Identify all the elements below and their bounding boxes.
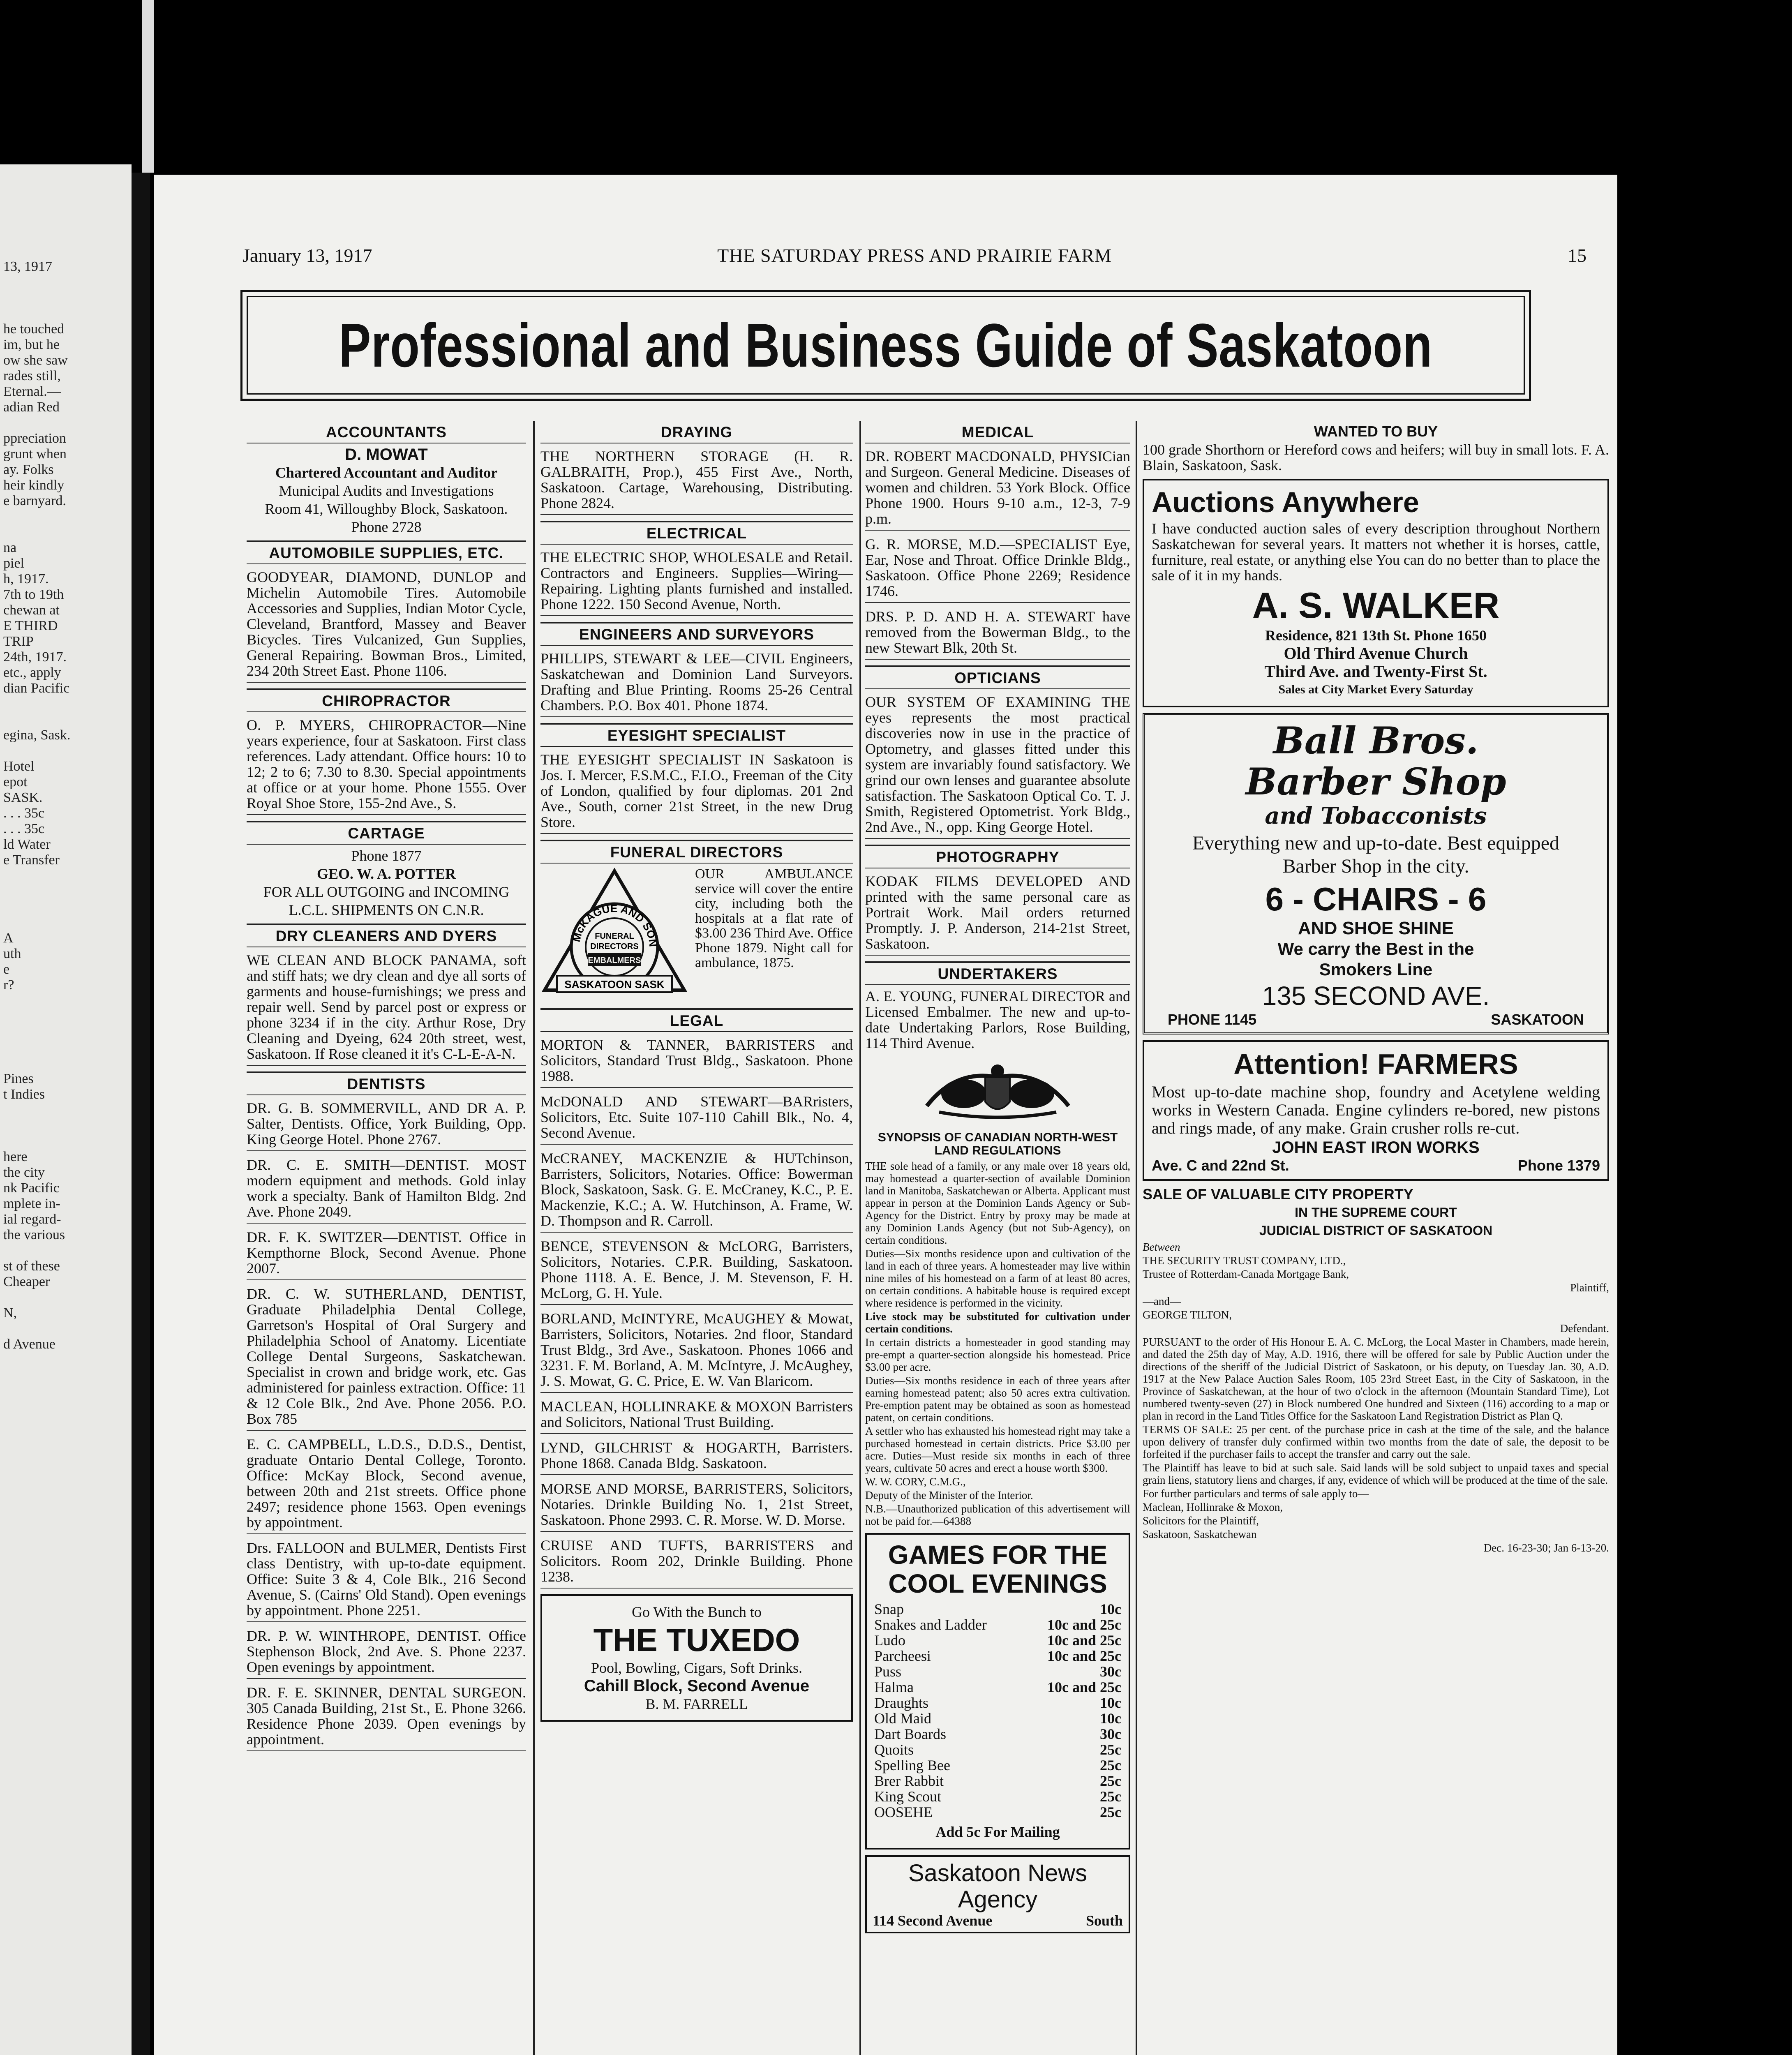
legal-section <box>540 1008 853 1589</box>
listing-entry: LYND, GILCHRIST & HOGARTH, Barristers. Phone 1868. Canada Bldg. Saskatoon. <box>540 1438 853 1475</box>
game-name: Parcheesi <box>874 1648 931 1664</box>
notice-line: GEORGE TILTON, <box>1143 1309 1232 1321</box>
draying-section <box>540 421 853 515</box>
notice-signature: Saskatoon, Saskatchewan <box>1143 1528 1257 1540</box>
notice-court: IN THE SUPREME COURT <box>1295 1205 1457 1220</box>
tuxedo-ad <box>540 1594 853 1722</box>
ad-line: Cahill Block, Second Avenue <box>584 1677 810 1695</box>
game-name: Snap <box>874 1601 904 1617</box>
game-price: 10c <box>1100 1710 1121 1727</box>
auctions-ad <box>1143 479 1609 707</box>
notice-line: Between <box>1143 1241 1180 1253</box>
land-regulations <box>865 1131 1130 1527</box>
game-item <box>874 1789 1121 1804</box>
ad-title: Attention! FARMERS <box>1233 1048 1518 1080</box>
section-heading: PHOTOGRAPHY <box>865 845 1130 868</box>
notice-line: Trustee of Rotterdam-Canada Mortgage Bank, <box>1143 1268 1349 1280</box>
section-heading: FUNERAL DIRECTORS <box>540 840 853 864</box>
notice-para: For further particulars and terms of sale apply to— <box>1143 1487 1369 1500</box>
listing-entry: DR. F. K. SWITZER—DENTIST. Office in Kempthorne Block, Second Avenue. Phone 2007. <box>247 1228 526 1280</box>
ad-text: I have conducted auction sales of every description throughout Northern Saskatchewan for several years. It matters not whether it is horses, cattle, furniture, real estate, or anything else You can do no better than to place the sale of it in my hands. <box>1152 520 1600 584</box>
listing-entry: DR. C. E. SMITH—DENTIST. MOST modern equipment and methods. Gold inlay work a specialty. Bank of Hamilton Bldg. 2nd Ave. Phone 2049. <box>247 1155 526 1224</box>
eyesight-section <box>540 723 853 834</box>
accountants-section <box>247 421 526 535</box>
game-name: King Scout <box>874 1788 942 1805</box>
ad-title: Barber Shop <box>1245 760 1506 804</box>
listing-name: GEO. W. A. POTTER <box>316 866 456 882</box>
ad-line: Sales at City Market Every Saturday <box>1278 683 1473 696</box>
listing-entry: BORLAND, McINTYRE, McAUGHEY & Mowat, Barristers, Solicitors, Notaries. 2nd floor, Standard Trust Bldg., 3rd Ave., Saskatoon. Phones 1066 and 3231. F. M. Borland, A. M. McIntyre, J. McAughey, J. S. Mowat, G. C. Price, E. W. Van Blaricom. <box>540 1309 853 1393</box>
games-title: GAMES FOR THE <box>888 1540 1108 1570</box>
column-4 <box>1143 421 1609 2055</box>
listing-entry: MACLEAN, HOLLINRAKE & MOXON Barristers and Solicitors, National Trust Building. <box>540 1397 853 1434</box>
listing-entry: BENCE, STEVENSON & McLORG, Barristers, Solicitors, Notaries. C.P.R. Building, Saskatoon. Phone 1118. A. E. Bence, J. M. Stevenson, F. H. McLorg, G. H. Yule. <box>540 1237 853 1305</box>
listing-line: Room 41, Willoughby Block, Saskatoon. <box>265 501 508 517</box>
game-item <box>874 1617 1121 1632</box>
opticians-section <box>865 665 1130 839</box>
coat-of-arms-icon <box>865 1061 1130 1122</box>
cartage-section <box>247 821 526 918</box>
notice-line: —and— <box>1143 1295 1181 1307</box>
game-name: Draughts <box>874 1695 928 1711</box>
listing-entry: DRS. P. D. AND H. A. STEWART have removed from the Bowerman Bldg., to the new Stewart Blk, 20th St. <box>865 607 1130 660</box>
column-3 <box>865 421 1130 2055</box>
listing-entry: DR. P. W. WINTHROPE, DENTIST. Office Stephenson Block, 2nd Ave. S. Phone 2237. Open evenings by appointment. <box>247 1626 526 1679</box>
barber-shop-ad <box>1143 713 1609 1034</box>
game-name: Ludo <box>874 1632 905 1649</box>
games-footer: Add 5c For Mailing <box>935 1824 1060 1840</box>
game-item <box>874 1804 1121 1820</box>
game-price: 10c and 25c <box>1047 1616 1121 1633</box>
dry-cleaners-section <box>247 924 526 1066</box>
page-gutter <box>132 173 150 2055</box>
game-price: 25c <box>1100 1757 1121 1773</box>
ad-phone: Phone 1379 <box>1517 1157 1600 1174</box>
electrical-section <box>540 521 853 616</box>
game-item <box>874 1742 1121 1757</box>
game-price: 25c <box>1100 1788 1121 1805</box>
game-name: Spelling Bee <box>874 1757 950 1773</box>
listing-entry: DR. ROBERT MACDONALD, PHYSICian and Surgeon. General Medicine. Diseases of women and children. 53 York Block. Office Phone 1900. Hours 9-10 a.m., 12-3, 7-9 p.m. <box>865 447 1130 531</box>
games-ad <box>865 1533 1130 1850</box>
ad-line: B. M. FARRELL <box>645 1696 748 1712</box>
game-name: Quoits <box>874 1741 914 1758</box>
notice-heading: SALE OF VALUABLE CITY PROPERTY <box>1143 1186 1413 1203</box>
notice-line: Defendant. <box>1560 1322 1609 1335</box>
synopsis-para: In certain districts a homesteader in good standing may pre-empt a quarter-section alongside his homestead. Price $3.00 per acre. <box>865 1336 1130 1373</box>
game-item <box>874 1726 1121 1742</box>
game-name: Snakes and Ladder <box>874 1616 987 1633</box>
automobile-section <box>247 540 526 683</box>
listing-entry: McCRANEY, MACKENZIE & HUTchinson, Barristers, Solicitors, Notaries. Office: Bowerman Block, Saskatoon, Sask. G. E. McCraney, K.C., P. E. Mackenzie, K.C.; A. W. Hutchinson, A. Frame, W. D. Thompson and R. Carroll. <box>540 1149 853 1233</box>
notice-para: The Plaintiff has leave to bid at such sale. Said lands will be sold subject to unpaid taxes and special grain liens, statutory liens and charges, if any, evidence of which will be produced at the time of the sale. <box>1143 1462 1609 1486</box>
section-heading: ACCOUNTANTS <box>247 421 526 443</box>
game-name: Halma <box>874 1679 914 1695</box>
game-item <box>874 1773 1121 1789</box>
game-item <box>874 1601 1121 1617</box>
listing-entry: Drs. FALLOON and BULMER, Dentists First class Dentistry, with up-to-date equipment. Office: Suite 3 & 4, Cole Blk., 216 Second Avenue, S. (Cairns' Old Stand). Open evenings by appointment. Phone 2251. <box>247 1538 526 1622</box>
section-heading: OPTICIANS <box>865 665 1130 689</box>
listing-entry: CRUISE AND TUFTS, BARRISTERS and Solicitors. Room 202, Drinkle Building. Phone 1238. <box>540 1536 853 1589</box>
ad-line: Old Third Avenue Church <box>1284 644 1468 663</box>
section-heading: DRY CLEANERS AND DYERS <box>247 924 526 947</box>
ad-title: THE TUXEDO <box>593 1622 800 1658</box>
ad-line: Residence, 821 13th St. Phone 1650 <box>1265 627 1487 644</box>
listing-entry: THE EYESIGHT SPECIALIST IN Saskatoon is Jos. I. Mercer, F.S.M.C., F.I.O., Freeman of the City of London, qualified by four diplomas. 201 2nd Ave., South, corner 21st Street, in the new Drug Store. <box>540 750 853 834</box>
section-heading: ELECTRICAL <box>540 521 853 545</box>
game-price: 10c and 25c <box>1047 1632 1121 1649</box>
section-heading: CARTAGE <box>247 821 526 845</box>
listing-line: Chartered Accountant and Auditor <box>275 464 498 481</box>
page-number: 15 <box>1568 245 1586 266</box>
undertakers-section <box>865 961 1130 1051</box>
notice-dates: Dec. 16-23-30; Jan 6-13-20. <box>1483 1542 1609 1554</box>
game-price: 25c <box>1100 1773 1121 1789</box>
ad-address: Ave. C and 22nd St. <box>1152 1157 1289 1174</box>
listing-entry: DR. G. B. SOMMERVILL, AND DR A. P. Salter, Dentists. Office, York Building, Opp. King George Hotel. Phone 2767. <box>247 1099 526 1151</box>
issue-date: January 13, 1917 <box>242 245 372 266</box>
section-heading: WANTED TO BUY <box>1314 423 1438 440</box>
paper-title: THE SATURDAY PRESS AND PRAIRIE FARM <box>717 245 1112 266</box>
game-item <box>874 1695 1121 1711</box>
ad-name: A. S. WALKER <box>1252 585 1500 626</box>
section-heading: CHIROPRACTOR <box>247 688 526 712</box>
ad-text: Most up-to-date machine shop, foundry and Acetylene welding works in Western Canada. Engine cylinders re-bored, new pistons and rings made, of any make. Grain crusher rolls re-cut. <box>1152 1083 1600 1137</box>
listing-entry: MORTON & TANNER, BARRISTERS and Solicitors, Standard Trust Bldg., Saskatoon. Phone 1988. <box>540 1035 853 1088</box>
mckague-emblem <box>540 867 688 1002</box>
listing-entry: A. E. YOUNG, FUNERAL DIRECTOR and Licensed Embalmer. The new and up-to-date Undertaking Parlors, Rose Building, 114 Third Avenue. <box>865 988 1130 1051</box>
listing-line: Phone 2728 <box>351 519 422 535</box>
section-heading: DRAYING <box>540 421 853 443</box>
emblem-text: EMBALMERS <box>588 956 641 965</box>
game-price: 30c <box>1100 1663 1121 1680</box>
emblem-top-text: McKAGUE AND SON <box>570 902 660 948</box>
emblem-bottom-text: SASKATOON SASK <box>564 978 665 991</box>
listing-name: D. MOWAT <box>345 446 428 464</box>
left-page-text: 13, 1917 he touched im, but he ow she saw rades still, Eternal.— adian Red ppreciation grunt when ay. Folks heir kindly e barnyard. na piel h, 1917. 7th to 19th chewan at E THIRD TRIP 24th, 1917. etc., apply dian Pacific egina, Sask. Hotel epot SASK. . . . 35c . . . 35c ld Water e Transfer A uth e r? Pines t Indies here the city nk Pacific mplete in- ial regard- the various st of these Cheaper N, d Avenue <box>3 259 71 1352</box>
game-price: 10c <box>1100 1695 1121 1711</box>
game-price: 10c and 25c <box>1047 1648 1121 1664</box>
newspaper-page <box>154 175 1617 2055</box>
guide-title: Professional and Business Guide of Saskatoon <box>339 310 1433 380</box>
column-rule <box>1136 421 1137 2055</box>
listing-entry: O. P. MYERS, CHIROPRACTOR—Nine years experience, four at Saskatoon. First class references. Lady attendant. Office hours: 10 to 12; 2 to 6; 7.30 to 8.30. Special appointments at office or at your home. Phone 1555. Over Royal Shoe Store, 155-2nd Ave., S. <box>247 716 526 815</box>
section-heading: EYESIGHT SPECIALIST <box>540 723 853 747</box>
notice-court: JUDICIAL DISTRICT OF SASKATOON <box>1259 1223 1493 1238</box>
listing-entry: MORSE AND MORSE, BARRISTERS, Solicitors, Notaries. Drinkle Building No. 1, 21st Street, Saskatoon. Phone 2993. C. R. Morse. W. D. Morse. <box>540 1479 853 1532</box>
listing-line: Municipal Audits and Investigations <box>279 483 494 499</box>
game-item <box>874 1679 1121 1695</box>
synopsis-para: A settler who has exhausted his homestead right may take a purchased homestead in certain districts. Price $3.00 per acre. Duties—Must reside six months in each of three years, cultivate 50 acres and erect a house worth $300. <box>865 1425 1130 1474</box>
section-heading: UNDERTAKERS <box>865 961 1130 985</box>
emblem-text: FUNERAL <box>595 932 634 941</box>
listing-entry: McDONALD AND STEWART—BARristers, Solicitors, Etc. Suite 107-110 Cahill Blk., No. 4, Second Avenue. <box>540 1092 853 1145</box>
game-price: 10c <box>1100 1601 1121 1617</box>
ad-phone: PHONE 1145 <box>1168 1011 1257 1028</box>
listing-entry: DR. F. E. SKINNER, DENTAL SURGEON. 305 Canada Building, 21st St., E. Phone 3266. Residence Phone 2039. Open evenings by appointment. <box>247 1683 526 1751</box>
listing-entry: THE NORTHERN STORAGE (H. R. GALBRAITH, Prop.), 455 First Ave., North, Saskatoon. Cartage, Warehousing, Distributing. Phone 2824. <box>540 447 853 515</box>
ad-line: Go With the Bunch to <box>632 1604 762 1620</box>
notice-para: PURSUANT to the order of His Honour E. A. C. McLorg, the Local Master in Chambers, made herein, and dated the 25th day of May, A.D. 1916, there will be offered for sale by Public Auction under the directions of the sheriff of the Judicial District of Saskatoon, or his deputy, on Tuesday Jan. 30, A.D. 1917 at the New Palace Auction Sales Room, 105 23rd Street East, in the City of Saskatoon, in the Province of Saskatchewan, at the hour of two o'clock in the afternoon (Mountain Standard Time), Lot numbered twenty-seven (27) in Block numbered One hundred and Sixteen (116) according to a map or plan in record in the Land Titles Office for the Saskatoon Land Registration District as Plan Q. <box>1143 1336 1609 1422</box>
listing-entry: E. C. CAMPBELL, L.D.S., D.D.S., Dentist, graduate Ontario Dental College, Toronto. Office: McKay Block, Second avenue, between 20th and 21st streets. Office phone 2497; residence phone 1563. Open evenings by appointment. <box>247 1435 526 1534</box>
ad-text: Everything new and up-to-date. Best equipped Barber Shop in the city. <box>1192 832 1560 877</box>
game-item <box>874 1757 1121 1773</box>
synopsis-signature: W. W. CORY, C.M.G., <box>865 1475 966 1488</box>
game-name: Brer Rabbit <box>874 1773 944 1789</box>
medical-section <box>865 421 1130 660</box>
game-price: 25c <box>1100 1804 1121 1820</box>
notice-para: TERMS OF SALE: 25 per cent. of the purchase price in cash at the time of the sale, and the balance upon delivery of transfer duly confirmed within two months from the date of sale, the deposit to be forfeited if the purchaser fails to accept the transfer and carry out the sale. <box>1143 1423 1609 1460</box>
listing-entry: OUR SYSTEM OF EXAMINING THE eyes represents the most practical discoveries now in use in the practice of Optometry, and glasses fitted under this system are invariably found satisfactory. We grind our own lenses and guarantee absolute satisfaction. The Saskatoon Optical Co. T. J. Smith, Registered Optometrist. York Bldg., 2nd Ave., N., opp. King George Hotel. <box>865 693 1130 839</box>
column-1 <box>247 421 526 2055</box>
game-item <box>874 1664 1121 1679</box>
synopsis-para: Duties—Six months residence in each of three years after earning homestead patent; also 50 acres extra cultivation. Pre-emption patent may be obtained as soon as homestead patent, on certain conditions. <box>865 1374 1130 1424</box>
listing-line: FOR ALL OUTGOING and INCOMING <box>263 884 510 900</box>
funeral-ad-text: OUR AMBULANCE service will cover the entire city, including both the hospitals at a flat rate of $3.00 236 Third Ave. Office Phone 1879. Night call for ambulance, 1875. <box>695 866 853 970</box>
section-heading: AUTOMOBILE SUPPLIES, ETC. <box>247 540 526 564</box>
game-item <box>874 1632 1121 1648</box>
section-heading: DENTISTS <box>247 1071 526 1095</box>
games-list <box>874 1601 1121 1820</box>
listing-entry: PHILLIPS, STEWART & LEE—CIVIL Engineers, Saskatchewan and Dominion Land Surveyors. Drafting and Blue Printing. Rooms 25-26 Central Chambers. P.O. Box 401. Phone 1874. <box>540 649 853 717</box>
listing-line: L.C.L. SHIPMENTS ON C.N.R. <box>289 902 484 918</box>
game-name: Old Maid <box>874 1710 931 1727</box>
page-header <box>242 245 1586 269</box>
notice-line: Plaintiff, <box>1570 1281 1609 1294</box>
ad-city: SASKATOON <box>1491 1011 1584 1028</box>
game-price: 30c <box>1100 1726 1121 1742</box>
ad-title: Ball Bros. <box>1273 719 1479 762</box>
game-name: Dart Boards <box>874 1726 946 1742</box>
ad-line: AND SHOE SHINE <box>1298 918 1454 938</box>
game-price: 10c and 25c <box>1047 1679 1121 1695</box>
funeral-ad <box>540 867 853 1002</box>
synopsis-para: THE sole head of a family, or any male over 18 years old, may homestead a quarter-section of available Dominion land in Manitoba, Saskatchewan or Alberta. Applicant must appear in person at the Dominion Lands Agency or Sub-Agency for the District. Entry by proxy may be made at any Dominion Lands Agency (but not Sub-Agency), on certain conditions. <box>865 1160 1130 1246</box>
listing-entry: WE CLEAN AND BLOCK PANAMA, soft and stiff hats; we dry clean and dye all sorts of garments and house-furnishings; we press and repair well. Send by parcel post or express or phone 3234 if in the city. Arthur Rose, Dry Cleaning and Dyeing, 624 20th street, west, Saskatoon. If Rose cleaned it it's C-L-E-A-N. <box>247 951 526 1066</box>
notice-signature: Solicitors for the Plaintiff, <box>1143 1515 1259 1527</box>
news-agency-name: Saskatoon News Agency <box>908 1860 1088 1913</box>
ad-subtitle: and Tobacconists <box>1265 802 1487 829</box>
column-2 <box>540 421 853 2055</box>
games-title: COOL EVENINGS <box>888 1569 1107 1598</box>
emblem-text: DIRECTORS <box>590 942 639 951</box>
listing-entry: 100 grade Shorthorn or Hereford cows and heifers; will buy in small lots. F. A. Blain, Saskatoon, Sask. <box>1143 441 1609 473</box>
news-agency-ad <box>865 1855 1130 1933</box>
left-page-fragment <box>0 164 132 2055</box>
synopsis-para: Live stock may be substituted for cultivation under certain conditions. <box>865 1310 1130 1335</box>
section-heading: ENGINEERS AND SURVEYORS <box>540 622 853 646</box>
notice-line: THE SECURITY TRUST COMPANY, LTD., <box>1143 1254 1346 1267</box>
wanted-section <box>1143 424 1609 473</box>
listing-line: Phone 1877 <box>351 847 422 864</box>
listing-entry: GOODYEAR, DIAMOND, DUNLOP and Michelin Automobile Tires. Automobile Accessories and Supplies, Indian Motor Cycle, Cleveland, Brantford, Massey and Beaver Bicycles. Tires Vulcanized, Gun Supplies, General Repairing. Bowman Bros., Limited, 234 20th Street East. Phone 1106. <box>247 568 526 683</box>
listing-entry: KODAK FILMS DEVELOPED AND printed with the same personal care as Portrait Work. Mail orders returned Promptly. J. P. Anderson, 214-21st Street, Saskatoon. <box>865 872 1130 956</box>
column-rule <box>859 421 861 2055</box>
ad-line: Pool, Bowling, Cigars, Soft Drinks. <box>591 1660 803 1676</box>
listing-entry: DR. C. W. SUTHERLAND, DENTIST, Graduate Philadelphia Dental College, Garretson's Hospital of Oral Surgery and Philadelphia School of Anatomy. Licentiate College Dental Surgeons, Saskatchewan. Specialist in crown and bridge work, etc. Gas administered for painless extraction. Office: 11 & 12 Cole Blk., 2nd Ave. Phone 2056. P.O. Box 785 <box>247 1284 526 1431</box>
dentists-section <box>247 1071 526 1751</box>
news-agency-address: 114 Second Avenue <box>873 1912 993 1929</box>
photography-section <box>865 845 1130 956</box>
guide-title-box <box>240 290 1531 401</box>
chiropractor-section <box>247 688 526 815</box>
game-item <box>874 1648 1121 1664</box>
game-name: OOSEHE <box>874 1804 933 1820</box>
ad-chairs: 6 - CHAIRS - 6 <box>1265 881 1487 917</box>
ad-address: 135 SECOND AVE. <box>1262 981 1490 1011</box>
game-item <box>874 1711 1121 1726</box>
game-price: 25c <box>1100 1741 1121 1758</box>
ad-name: JOHN EAST IRON WORKS <box>1272 1138 1480 1157</box>
column-rule <box>533 421 535 2055</box>
synopsis-heading: SYNOPSIS OF CANADIAN NORTH-WEST LAND REGULATIONS <box>878 1131 1118 1157</box>
ad-line: Third Ave. and Twenty-First St. <box>1264 662 1487 681</box>
listing-entry: G. R. MORSE, M.D.—SPECIALIST Eye, Ear, Nose and Throat. Office Drinkle Bldg., Saskatoon. Office Phone 2269; Residence 1746. <box>865 535 1130 603</box>
synopsis-para: Duties—Six months residence upon and cultivation of the land in each of three years. A homesteader may live within nine miles of his homestead on a farm of at least 80 acres, on certain conditions. A habitable house is required except where residence is performed in the vicinity. <box>865 1247 1130 1309</box>
binding-strip <box>142 0 154 173</box>
ad-title: Auctions Anywhere <box>1152 486 1419 518</box>
engineers-section <box>540 622 853 717</box>
farmers-ad <box>1143 1040 1609 1181</box>
synopsis-signature: Deputy of the Minister of the Interior. <box>865 1489 1033 1501</box>
notice-signature: Maclean, Hollinrake & Moxon, <box>1143 1501 1283 1513</box>
news-agency-direction: South <box>1085 1912 1123 1929</box>
synopsis-note: N.B.—Unauthorized publication of this advertisement will not be paid for.—64388 <box>865 1503 1130 1527</box>
listing-entry: THE ELECTRIC SHOP, WHOLESALE and Retail. Contractors and Engineers. Supplies—Wiring—Repairing. Lighting plants furnished and installed. Phone 1222. 150 Second Avenue, North. <box>540 548 853 616</box>
ad-line: We carry the Best in the <box>1277 939 1474 958</box>
ad-line: Smokers Line <box>1319 960 1433 979</box>
property-sale-notice <box>1143 1187 1609 1554</box>
section-heading: MEDICAL <box>865 421 1130 443</box>
section-heading: LEGAL <box>540 1008 853 1032</box>
game-name: Puss <box>874 1663 902 1680</box>
funeral-section <box>540 840 853 1002</box>
